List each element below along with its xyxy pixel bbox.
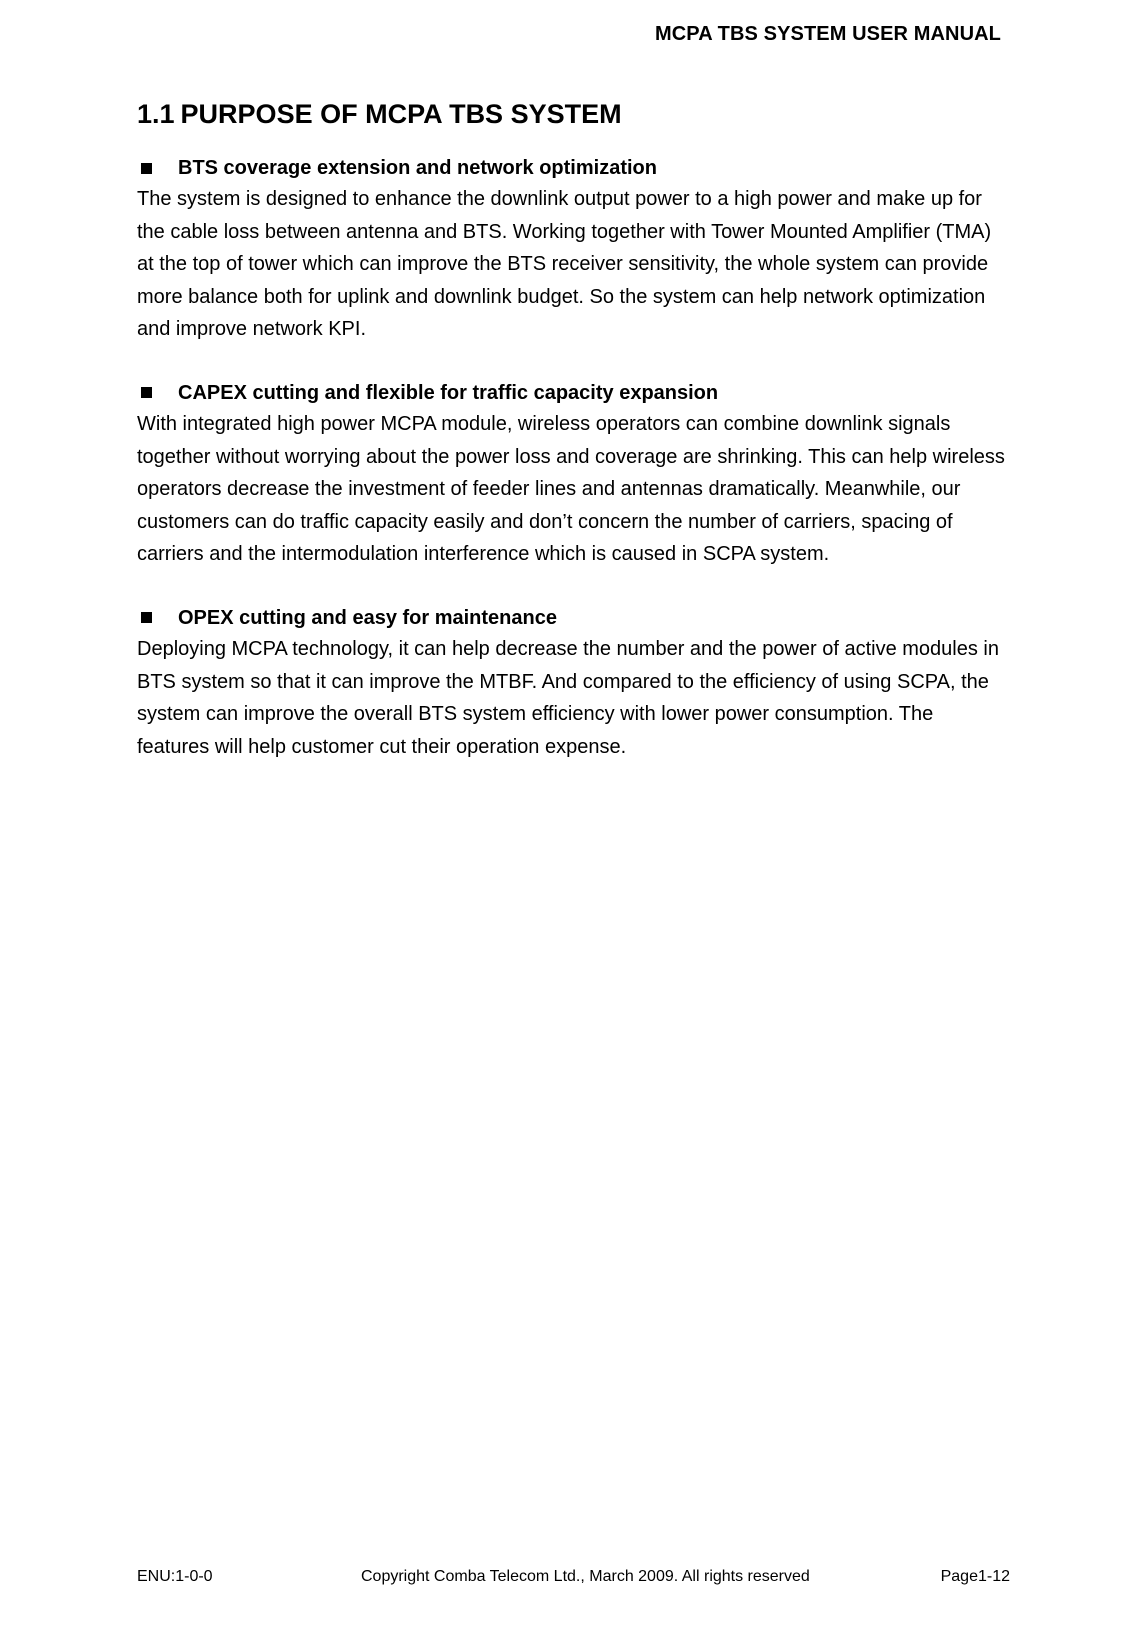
square-bullet-icon	[141, 612, 152, 623]
footer-copyright: Copyright Comba Telecom Ltd., March 2009. All rights reserved	[361, 1568, 810, 1585]
square-bullet-icon	[141, 163, 152, 174]
main-content	[137, 96, 1007, 796]
subsection-heading-text: CAPEX cutting and flexible for traffic capacity expansion	[178, 381, 719, 404]
subsection-paragraph: The system is designed to enhance the downlink output power to a high power and make up for the cable loss between antenna and BTS. Working together with Tower Mounted Amplifier (TMA) at the top of tower which can improve the BTS receiver sensitivity, the whole system can provide more balance both for uplink and downlink budget. So the system can help network optimization and improve network KPI.	[137, 188, 992, 341]
section-title	[137, 96, 1007, 132]
subsection-paragraph: Deploying MCPA technology, it can help decrease the number and the power of active modules in BTS system so that it can improve the MTBF. And compared to the efficiency of using SCPA, the system can improve the overall BTS system efficiency with lower power consumption. The features will help customer cut their operation expense.	[137, 637, 999, 758]
subsection-capex	[137, 379, 1007, 571]
running-header: MCPA TBS SYSTEM USER MANUAL	[654, 23, 1001, 45]
section-number: 1.1	[137, 99, 175, 129]
page-footer	[137, 1568, 1010, 1590]
subsection-opex	[137, 604, 1007, 763]
subsection-heading-text: BTS coverage extension and network optimization	[178, 157, 657, 179]
subsection-heading	[137, 379, 1007, 407]
section-title-text: PURPOSE OF MCPA TBS SYSTEM	[180, 99, 622, 129]
subsection-bts-coverage	[137, 154, 1007, 346]
subsection-paragraph: With integrated high power MCPA module, wireless operators can combine downlink signals together without worrying about the power loss and coverage are shrinking. This can help wireless operators decrease the investment of feeder lines and antennas dramatically. Meanwhile, our customers can do traffic capacity easily and don’t concern the number of carriers, spacing of carriers and the intermodulation interference which is caused in SCPA system.	[137, 412, 1005, 566]
subsection-heading-text: OPEX cutting and easy for maintenance	[178, 606, 557, 629]
footer-page-number: Page1-12	[940, 1568, 1010, 1585]
subsection-heading	[137, 604, 1007, 632]
footer-doc-id: ENU:1-0-0	[137, 1568, 213, 1585]
square-bullet-icon	[141, 387, 152, 398]
subsection-heading	[137, 154, 1007, 182]
